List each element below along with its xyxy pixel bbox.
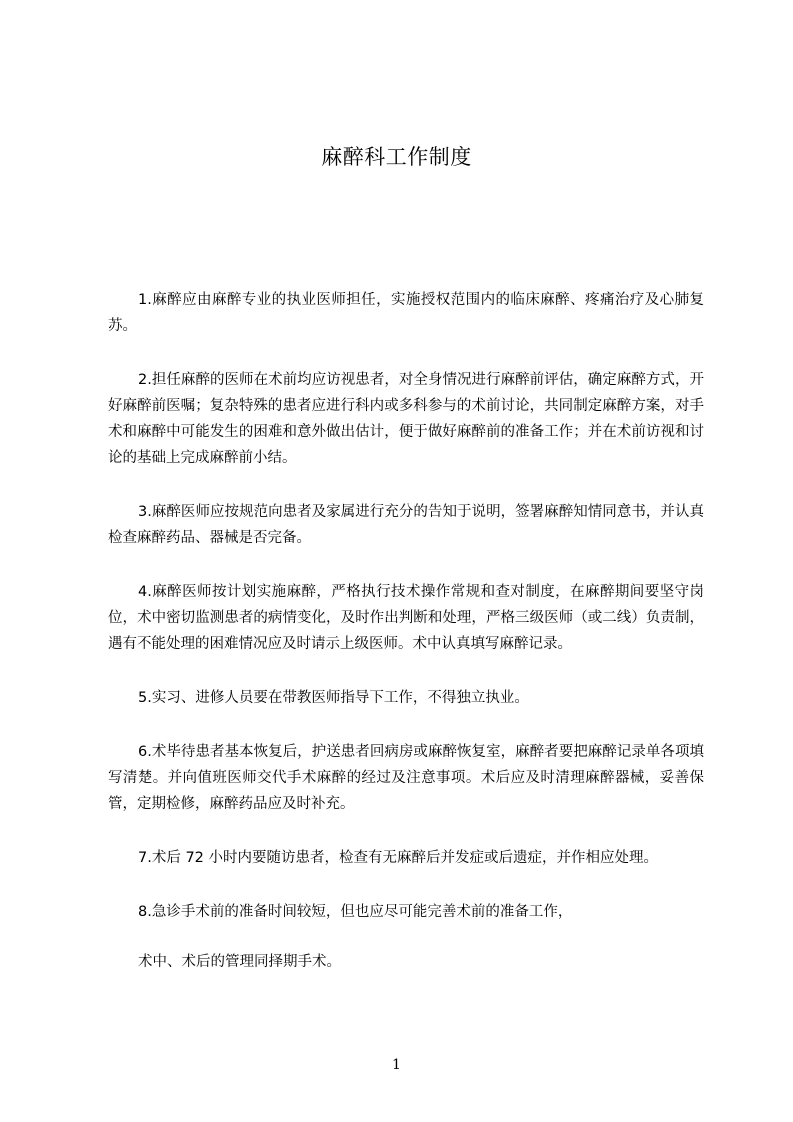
paragraph-6: 6.术毕待患者基本恢复后，护送患者回病房或麻醉恢复室，麻醉者要把麻醉记录单各项填写清楚。并向值班医师交代手术麻醉的经过及注意事项。术后应及时清理麻醉器械，妥善保管，定期检修，麻醉药品应及时补充。 — [108, 744, 704, 812]
paragraph-8: 8.急诊手术前的准备时间较短，但也应尽可能完善术前的准备工作， — [138, 904, 573, 920]
paragraph-2: 2.担任麻醉的医师在术前均应访视患者，对全身情况进行麻醉前评估，确定麻醉方式，开好麻醉前医嘱；复杂特殊的患者应进行科内或多科参与的术前讨论，共同制定麻醉方案，对手术和麻醉中可能发生的困难和意外做出估计，便于做好麻醉前的准备工作；并在术前访视和讨论的基础上完成麻醉前小结。 — [108, 372, 704, 466]
document-title: 麻醉科工作制度 — [321, 145, 472, 169]
paragraph-7: 7.术后 72 小时内要随访患者，检查有无麻醉后并发症或后遗症，并作相应处理。 — [138, 850, 659, 866]
document-body — [108, 287, 704, 1003]
paragraph-3: 3.麻醉医师应按规范向患者及家属进行充分的告知于说明，签署麻醉知情同意书，并认真检查麻醉药品、器械是否完备。 — [108, 504, 704, 546]
page-number: 1 — [392, 1057, 401, 1073]
paragraph-5: 5.实习、进修人员要在带教医师指导下工作，不得独立执业。 — [138, 690, 529, 706]
paragraph-4: 4.麻醉医师按计划实施麻醉，严格执行技术操作常规和查对制度，在麻醉期间要坚守岗位，术中密切监测患者的病情变化，及时作出判断和处理，严格三级医师（或二线）负责制，遇有不能处理的困难情况应及时请示上级医师。术中认真填写麻醉记录。 — [108, 584, 704, 652]
paragraph-8-continued: 术中、术后的管理同择期手术。 — [138, 954, 341, 970]
paragraph-1: 1.麻醉应由麻醉专业的执业医师担任，实施授权范围内的临床麻醉、疼痛治疗及心肺复苏。 — [108, 292, 704, 334]
